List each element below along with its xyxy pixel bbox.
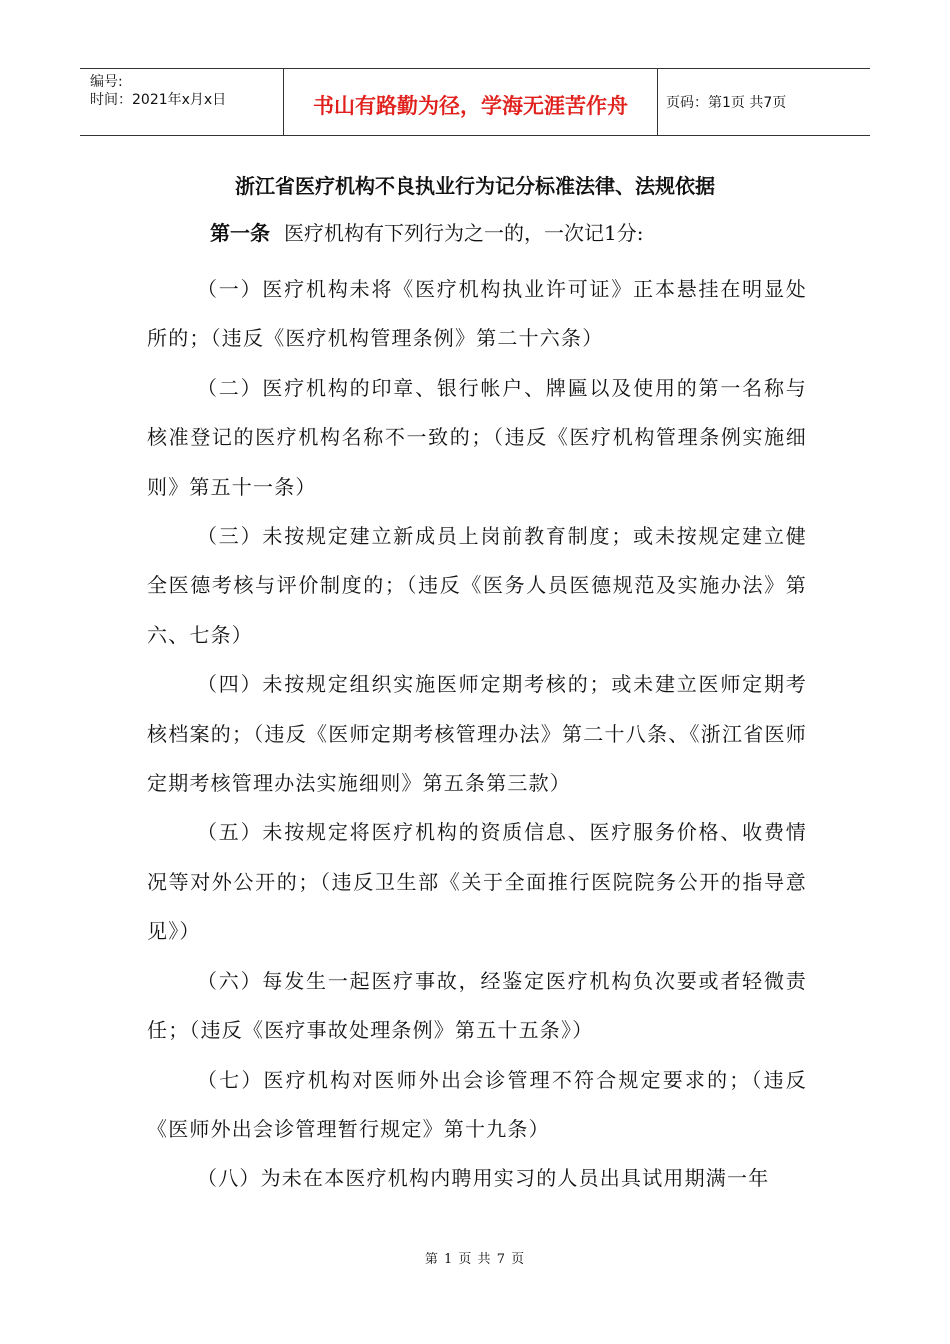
article-item: （四）未按规定组织实施医师定期考核的；或未建立医师定期考核档案的；（违反《医师定期考核管理办法》第二十八条、《浙江省医师定期考核管理办法实施细则》第五条第三款） (147, 672, 807, 796)
article-label: 第一条 (210, 221, 270, 245)
article-item: （二）医疗机构的印章、银行帐户、牌匾以及使用的第一名称与核准登记的医疗机构名称不一致的；（违反《医疗机构管理条例实施细则》第五十一条） (147, 375, 807, 499)
header-motto (283, 69, 658, 135)
document-title: 浙江省医疗机构不良执业行为记分标准法律、法规依据 (235, 174, 715, 198)
page-footer: 第 1 页 共 7 页 (424, 1252, 526, 1267)
header-page-info (658, 69, 870, 135)
article-item: （一）医疗机构未将《医疗机构执业许可证》正本悬挂在明显处所的；（违反《医疗机构管理条例》第二十六条） (147, 277, 807, 351)
article-heading (210, 219, 643, 247)
header-meta (80, 69, 283, 135)
serial-label: 编号: (90, 74, 123, 90)
article-text: 医疗机构有下列行为之一的，一次记1分: (284, 221, 644, 245)
time-label: 时间：2021年x月x日 (90, 92, 227, 108)
document-header (80, 68, 870, 136)
page-info-text: 页码：第1页 共7页 (666, 95, 787, 111)
motto-text: 书山有路勤为径，学海无涯苦作舟 (313, 94, 628, 118)
article-item: （八）为未在本医疗机构内聘用实习的人员出具试用期满一年 (197, 1166, 770, 1191)
article-item: （三）未按规定建立新成员上岗前教育制度；或未按规定建立健全医德考核与评价制度的；（违反《医务人员医德规范及实施办法》第六、七条） (147, 524, 807, 647)
article-item: （五）未按规定将医疗机构的资质信息、医疗服务价格、收费情况等对外公开的；（违反卫生部《关于全面推行医院院务公开的指导意见》） (147, 820, 807, 944)
article-body (147, 265, 807, 1204)
article-item: （七）医疗机构对医师外出会诊管理不符合规定要求的；（违反《医师外出会诊管理暂行规定》第十九条） (147, 1067, 807, 1141)
article-item: （六）每发生一起医疗事故，经鉴定医疗机构负次要或者轻微责任；（违反《医疗事故处理条例》第五十五条》） (147, 968, 807, 1043)
